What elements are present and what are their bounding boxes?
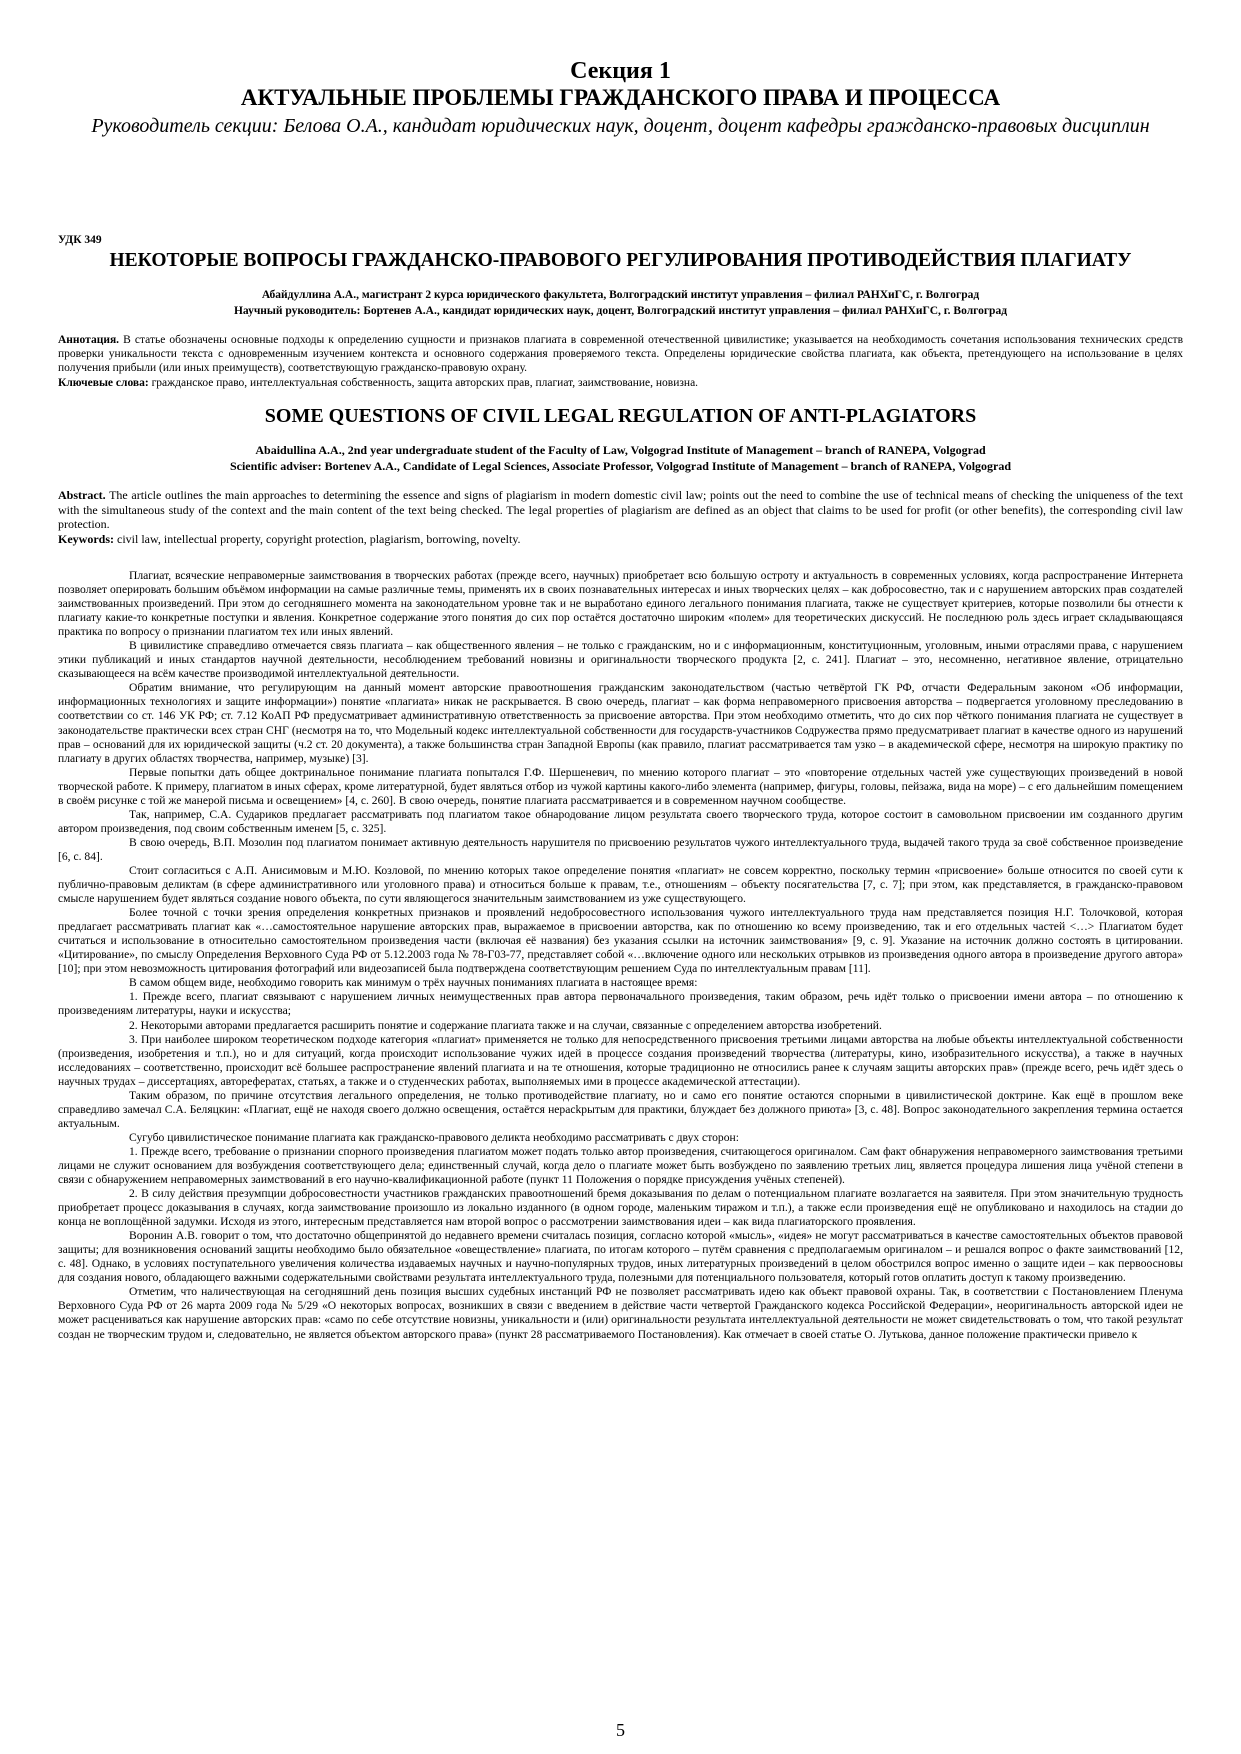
adviser-ru: Научный руководитель: Бортенев А.А., кандидат юридических наук, доцент, Волгоградский институт управления – филиал РАНХиГС, г. Волгоград	[233, 305, 1008, 317]
body-paragraph: В свою очередь, В.П. Мозолин под плагиатом понимает активную деятельность нарушителя по присвоению результатов чужого интеллектуального труда, выдачей такого труда за своё собственное произведение [6, с. 84].	[58, 835, 1183, 863]
body-paragraph: Плагиат, всяческие неправомерные заимствования в творческих работах (прежде всего, научных) приобретает всю большую остроту и актуальность в современных условиях, когда распространение Интернета позволяет оперировать большим объёмом информации на самые различные темы, применять их в своих познавательных интересах и иных творческих целях – как добросовестно, так и с нарушением авторских прав создателей заимствованных произведений. При этом до сегодняшнего момента на законодательном уровне так и не выработано единого легального понимания плагиата, также не существует критериев, которые позволили бы отнести к плагиату какие-то конкретные поступки и явления. Конкретное содержание этого понятия до сих пор остаётся достаточно широким «полем» для теоретических дискуссий. Не последнюю роль здесь играет складывающаяся практика по вопросу о признании плагиатом тех или иных явлений.	[58, 569, 1183, 639]
page-number: 5	[616, 1720, 625, 1740]
authors-en	[58, 442, 1183, 474]
body-paragraph: Стоит согласиться с А.П. Анисимовым и М.Ю. Козловой, по мнению которых такое определение понятия «плагиат» не совсем корректно, поскольку термин «присвоение» больше относится по своей сути к публично-правовым деликтам (в сфере административного или уголовного права) и относиться больше к правам, т.е., отношениям – объекту посягательства [7, с. 7]; при этом, как представляется, в гражданско-правовом смысле нарушением будет являться создание нового объекта, по сути являющегося значительным заимствованием из уже существующего.	[58, 863, 1183, 906]
section-header	[58, 58, 1183, 139]
adviser-en: Scientific adviser: Bortenev A.A., Candidate of Legal Sciences, Associate Professor, Volgograd Institute of Management – branch of RANEPA, Volgograd	[229, 458, 1012, 473]
abstract-en	[58, 488, 1183, 532]
section-leader: Руководитель секции: Белова О.А., кандидат юридических наук, доцент, доцент кафедры гражданско-правовых дисциплин	[91, 115, 1150, 137]
abstract-label-en: Abstract.	[58, 487, 106, 502]
body-paragraph: Отметим, что наличествующая на сегодняшний день позиция высших судебных инстанций РФ не позволяет рассматривать идею как объект правовой охраны. Так, в соответствии с Постановлением Пленума Верховного Суда РФ от 26 марта 2009 года № 5/29 «О некоторых вопросах, возникших в связи с введением в действие части четвертой Гражданского кодекса Российской Федерации», неоригинальность авторской идеи не может расцениваться как нарушение авторских прав: «само по себе отсутствие новизны, уникальности и (или) оригинальности результата интеллектуальной деятельности не может свидетельствовать о том, что такой результат создан не творческим трудом и, следовательно, не является объектом авторского права» (пункт 28 рассматриваемого Постановления). Как отмечает в своей статье О. Лутькова, данное положение практически привело к	[58, 1285, 1183, 1341]
keywords-en	[58, 532, 1183, 547]
authors-ru	[58, 287, 1183, 319]
body-paragraph: 3. При наиболее широком теоретическом подходе категория «плагиат» применяется не только для непосредственного присвоения третьими лицами авторства на любые объекты интеллектуальной собственности (произведения, изобретения и т.п.), но и для ситуаций, когда происходит использование чужих идей в процессе создания произведений творчества (литературы, кино, изобразительного искусства), а также в научных исследованиях – соответственно, происходит всё большее распространение явлений плагиата и на те отношения, которые традиционно не относились ранее к случаям защиты авторских прав» (прежде всего, речь идёт здесь о научных трудах – диссертациях, авторефератах, статьях, а также и о студенческих работах, выполняемых ими в процессе академической аттестации).	[58, 1032, 1183, 1088]
body-paragraph: 1. Прежде всего, требование о признании спорного произведения плагиатом может подать только автор произведения, считающегося оригиналом. Сам факт обнаружения неправомерного заимствования третьими лицами не служит основанием для возбуждения соответствующего дела; единственный случай, когда дело о плагиате может быть возбуждено по заявлению третьих лиц, является процедура лишения лица учёной степени в связи с обнаружением неправомерных заимствований в его научно-квалификационной работе (пункт 11 Положения о порядке присуждения учёных степеней).	[58, 1144, 1183, 1187]
abstract-label-ru: Аннотация.	[58, 334, 120, 346]
body-paragraph: 1. Прежде всего, плагиат связывают с нарушением личных неимущественных прав автора первоначального произведения, таким образом, речь идёт только о присвоении имени автора – по отношению к произведениям литературы, науки и искусства;	[58, 990, 1183, 1018]
body-paragraph: Таким образом, по причине отсутствия легального определения, не только противодействие плагиату, но и само его понятие остаются спорными в цивилистической доктрине. Как ещё в прошлом веке справедливо замечал С.А. Беляцкин: «Плагиат, ещё не находя своего должно освещения, остаётся нерасkрытым для практики, блуждает без должного приюта» [3, с. 48]. Вопрос законодательного закрепления термина остается актуальным.	[58, 1088, 1183, 1130]
body-paragraph: Обратим внимание, что регулирующим на данный момент авторские правоотношения гражданским законодательством (частью четвёртой ГК РФ, отчасти Федеральным законом «Об информации, информационных технологиях и защите информации») понятие «плагиата» никак не раскрывается. В свою очередь, плагиат – как форма неправомерного присвоения авторства – подвергается уголовному преследованию в соответствии со ст. 146 УК РФ; ст. 7.12 КоАП РФ предусматривает административную ответственность за присвоение авторства. При этом необходимо отметить, что до сих пор чёткого понимания плагиата не существует в законодательстве практически всех стран СНГ (несмотря на то, что Модельный кодекс интеллектуальной собственности для государств-участников Содружества прямо предусматривает плагиат в качестве одного из нарушений прав – оснований для их юридической защиты (ч.2 ст. 20 документа), а также большинства стран Западной Европы (как правило, плагиат рассматривается там узко – в академической сфере, несмотря на широкую практику по плагиату в других областях творчества, например, музыке) [3].	[58, 681, 1183, 765]
keywords-text-ru: гражданское право, интеллектуальная собственность, защита авторских прав, плагиат, заимствование, новизна.	[151, 376, 699, 389]
keywords-label-en: Keywords:	[58, 532, 114, 547]
abstract-ru	[58, 333, 1183, 376]
body-paragraph: Так, например, С.А. Судариков предлагает рассматривать под плагиатом такое обнародование лицом результата своего творческого труда, которое состоит в самовольном присвоении им созданного другим автором произведения, под своим собственным именем [5, с. 325].	[58, 807, 1183, 835]
abstract-text-en: The article outlines the main approaches to determining the essence and signs of plagiarism in modern domestic civil law; points out the need to combine the use of technical means of checking the uniqueness of the text with the simultaneous study of the context and the main content of the text being checked. The legal properties of plagiarism are defined as an object that claims to be used for profit (or other benefits), the corresponding civil law protection.	[58, 487, 1183, 532]
abstract-text-ru: В статье обозначены основные подходы к определению сущности и признаков плагиата в современной отечественной цивилистике; указывается на необходимость сочетания использования технических средств проверки уникальности текста с одновременным изучением контекста и основного содержания проверяемого текста. Определены юридические свойства плагиата, как объекта, претендующего на использование в целях получения прибыли (или иных преимуществ), соответствующую гражданско-правовую охрану.	[58, 334, 1184, 375]
body-paragraph: В цивилистике справедливо отмечается связь плагиата – как общественного явления – не только с гражданским, но и с информационным, конституционным, уголовным, иными отраслями права, с нарушением этики публикаций и иных стандартов научной деятельности, несоблюдением требований новизны и оригинальности творческого продукта [2, с. 241]. Плагиат – это, несомненно, негативное явление, отрицательно сказывающееся на всём качестве производимой интеллектуальной деятельности.	[58, 639, 1183, 681]
body-paragraph: Сугубо цивилистическое понимание плагиата как гражданско-правового деликта необходимо рассматривать с двух сторон:	[129, 1130, 739, 1144]
udc-code: УДК 349	[58, 234, 102, 246]
article-body	[58, 569, 1183, 1342]
body-paragraph: Воронин А.В. говорит о том, что достаточно общепринятой до недавнего времени считалась позиция, согласно которой «мысль», «идея» не могут рассматриваться в качестве самостоятельных объектов правовой защиты; для возникновения оснований защиты необходимо было обязательное «овеществление» плагиата, по итогам которого – путём сравнения с предполагаемым оригиналом – и решался вопрос о факте заимствований [12, с. 48]. Однако, в условиях поступательного увеличения количества издаваемых научных и научно-популярных трудов, иных литературных произведений в целом обострился вопрос именно о защите идеи – как первоосновы для создания нового, обладающего важными содержательными свойствами результата интеллектуального труда, полезными для потенциального пользователя, который готов оплатить доступ к такому произведению.	[58, 1229, 1183, 1285]
body-paragraph: 2. В силу действия презумпции добросовестности участников гражданских правоотношений бремя доказывания по делам о потенциальном плагиате возлагается на заявителя. При этом значительную трудность приобретает процесс доказывания в случаях, когда заимствование произошло из локально изданного (в одном городе, маленьким тиражом и т.п.), а также если произведения ещё не опубликовано и находилось на стадии до конца не воплощённой задумки. Исходя из этого, интересным представляется нам второй вопрос о рассмотрении заимствования идеи – как вида плагиаторского проявления.	[58, 1187, 1183, 1229]
keywords-label-ru: Ключевые слова:	[58, 376, 149, 389]
keywords-text-en: civil law, intellectual property, copyright protection, plagiarism, borrowing, novelty.	[117, 532, 521, 547]
body-paragraph: 2. Некоторыми авторами предлагается расширить понятие и содержание плагиата также и на случаи, связанные с определением авторства изобретений.	[129, 1018, 882, 1032]
author-ru: Абайдуллина А.А., магистрант 2 курса юридического факультета, Волгоградский институт управления – филиал РАНХиГС, г. Волгоград	[261, 289, 980, 301]
body-paragraph: Более точной с точки зрения определения конкретных признаков и проявлений недобросовестного использования чужого интеллектуального труда нам представляется позиция Н.Г. Толочковой, которая предлагает рассматривать плагиат как «…самостоятельное нарушение авторских прав, выражаемое в присвоении авторства, как по отношению ко всему произведению, так и его отдельных частей <…> Плагиатом будет считаться и использование в относительно самостоятельном произведения части (включая её названия) без указания ссылки на источник заимствования» [9, с. 9]. Указание на источник должно состоять в цитировании. «Цитирование», по смыслу Определения Верховного Суда РФ от 5.12.2003 года № 78-Г03-77, представляет собой «…включение одного или нескольких отрывков из произведения одного автора в произведение другого автора» [10]; при этом невозможность цитирования фотографий или видеозаписей была подтверждена соответствующим решением Суда по интеллектуальным правам [11].	[58, 906, 1183, 976]
section-number: Секция 1	[570, 58, 671, 84]
keywords-ru	[58, 376, 1183, 390]
author-en: Abaidullina A.A., 2nd year undergraduate student of the Faculty of Law, Volgograd Institute of Management – branch of RANEPA, Volgograd	[255, 442, 986, 457]
body-paragraph: В самом общем виде, необходимо говорить как минимум о трёх научных пониманиях плагиата в настоящее время:	[129, 976, 698, 990]
article-title-ru: НЕКОТОРЫЕ ВОПРОСЫ ГРАЖДАНСКО-ПРАВОВОГО РЕГУЛИРОВАНИЯ ПРОТИВОДЕЙСТВИЯ ПЛАГИАТУ	[109, 250, 1132, 271]
section-title: АКТУАЛЬНЫЕ ПРОБЛЕМЫ ГРАЖДАНСКОГО ПРАВА И ПРОЦЕССА	[240, 85, 1001, 110]
body-paragraph: Первые попытки дать общее доктринальное понимание плагиата попытался Г.Ф. Шершеневич, по мнению которого плагиат – это «повторение отдельных частей уже существующих произведений в новой творческой работе. К примеру, плагиатом в иных сферах, кроме литературной, будет являться отбор из чужой картины какого-либо элемента (например, фигуры, головы, пейзажа, вида на море) – с его дальнейшим помещением в своём рисунке с той же манерой письма и освещением» [4, с. 260]. В свою очередь, понятие плагиата рассматривается и в современном научном сообществе.	[58, 765, 1183, 807]
article-title-en: SOME QUESTIONS OF CIVIL LEGAL REGULATION OF ANTI-PLAGIATORS	[264, 404, 977, 427]
